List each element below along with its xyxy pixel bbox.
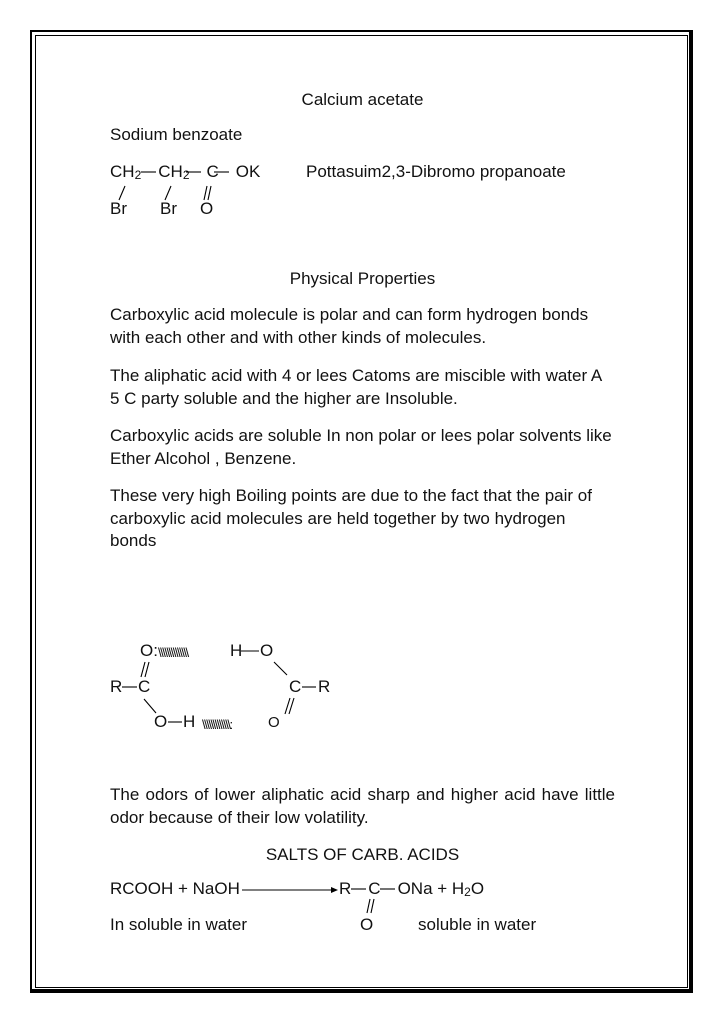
dimer-c-right: C bbox=[289, 677, 302, 696]
paragraph-odors: The odors of lower aliphatic acid sharp and higher acid have little odor because of their low volatility. bbox=[110, 785, 615, 827]
formula-subscript: 2 bbox=[182, 168, 190, 182]
paragraph-solubility: Carboxylic acids are soluble In non polar or lees polar solvents like Ether Alcohol , Benzene. bbox=[110, 426, 612, 468]
reaction-o-below: O bbox=[360, 915, 374, 934]
dimer-hbond-top: \\\\\\\\\\\\\\ bbox=[158, 645, 188, 660]
text-sodium-benzoate: Sodium benzoate bbox=[110, 125, 243, 144]
paragraph-polarity: Carboxylic acid molecule is polar and can form hydrogen bonds with each other and with other kinds of molecules. bbox=[110, 305, 589, 347]
formula-ch2-b: CH bbox=[158, 162, 183, 181]
dimer-o-bottom-right: O bbox=[268, 714, 280, 731]
formula-carbon: C bbox=[206, 162, 219, 181]
reaction-ona: ONa + H bbox=[397, 879, 465, 898]
formula-br-1: Br bbox=[110, 199, 127, 218]
reaction-subscript: 2 bbox=[464, 885, 471, 899]
compound-name-dibromo: Pottasuim2,3-Dibromo propanoate bbox=[306, 162, 566, 181]
heading-salts: SALTS OF CARB. ACIDS bbox=[265, 845, 460, 864]
reaction-o-end: O bbox=[470, 879, 485, 898]
dimer-h-bottom: H bbox=[183, 712, 196, 731]
formula-oxygen: O bbox=[200, 199, 214, 218]
text-soluble: soluble in water bbox=[418, 915, 537, 934]
reaction-product bbox=[339, 878, 484, 900]
reaction-r: R bbox=[339, 879, 352, 898]
formula-ok: OK bbox=[235, 162, 261, 181]
formula-br-2: Br bbox=[160, 199, 177, 218]
text-insoluble: In soluble in water bbox=[110, 915, 248, 934]
heading-calcium-acetate: Calcium acetate bbox=[301, 90, 424, 109]
paragraph-miscibility: The aliphatic acid with 4 or lees Catoms are miscible with water A 5 C party soluble and the higher are Insoluble. bbox=[110, 366, 602, 408]
formula-subscript: 2 bbox=[134, 168, 142, 182]
dimer-h-top: H bbox=[230, 641, 243, 660]
formula-dibromo bbox=[110, 161, 260, 183]
reaction-carbon: C bbox=[368, 879, 381, 898]
reaction-reactants: RCOOH + NaOH bbox=[110, 879, 240, 898]
dimer-r-left: R bbox=[110, 677, 123, 696]
dimer-hbond-bottom: \\\\\\\\\\\\\: bbox=[202, 717, 232, 732]
dimer-o-top-right: O bbox=[260, 641, 274, 660]
heading-physical-properties: Physical Properties bbox=[289, 269, 436, 288]
dimer-o-top: O: bbox=[140, 641, 158, 660]
paragraph-boiling-points: These very high Boiling points are due to the fact that the pair of carboxylic acid molecules are held together by two hydrogen bonds bbox=[110, 486, 592, 550]
dimer-c-left: C bbox=[138, 677, 151, 696]
dimer-o-bottom: O bbox=[154, 712, 168, 731]
formula-ch2-a: CH bbox=[110, 162, 135, 181]
dimer-r-right: R bbox=[318, 677, 331, 696]
